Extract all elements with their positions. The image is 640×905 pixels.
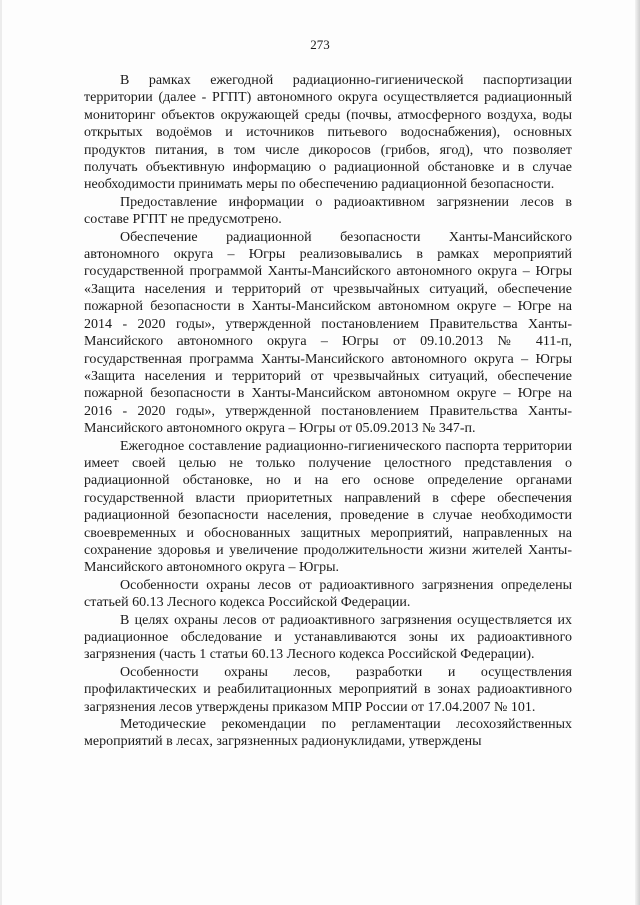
paragraph-mpr-order: Особенности охраны лесов, разработки и осуществления профилактических и реабилитационных мероприятий в зонах радиоактивного загрязнения лесов утверждены приказом МПР России от 17.04.2007 № 101. [84, 664, 572, 715]
document-body [84, 72, 572, 751]
paragraph-forest-protection: Особенности охраны лесов от радиоактивного загрязнения определены статьей 60.13 Лесного кодекса Российской Федерации. [84, 577, 572, 611]
paragraph-radiation-survey: В целях охраны лесов от радиоактивного загрязнения осуществляется их радиационное обследование и устанавливаются зоны их радиоактивного загрязнения (часть 1 статьи 60.13 Лесного кодекса Российской Федерации). [84, 612, 572, 663]
scan-edge-left [0, 0, 2, 905]
scan-edge-right [635, 0, 640, 905]
paragraph-rgpt-monitoring: В рамках ежегодной радиационно-гигиенической паспортизации территории (далее - РГПТ) автономного округа осуществляется радиационный мониторинг объектов окружающей среды (почвы, атмосферного воздуха, воды открытых водоёмов и источников питьевого водоснабжения), основных продуктов питания, в том числе дикоросов (грибов, ягод), что позволяет получать объективную информацию о радиационной обстановке и в случае необходимости принимать меры по обеспечению радиационной безопасности. [84, 73, 572, 193]
paragraph-state-program: Обеспечение радиационной безопасности Ханты-Мансийского автономного округа – Югры реализовывались в рамках мероприятий государственной программой Ханты-Мансийского автономного округа – Югры «Защита населения и территорий от чрезвычайных ситуаций, обеспечение пожарной безопасности в Ханты-Мансийском автономном округе – Югре на 2014 - 2020 годы», утвержденной постановлением Правительства Ханты-Мансийского автономного округа – Югры от 09.10.2013 № 411-п, государственная программа Ханты-Мансийского автономного округа – Югры «Защита населения и территорий от чрезвычайных ситуаций, обеспечение пожарной безопасности в Ханты-Мансийском автономном округе – Югре на 2016 - 2020 годы», утвержденной постановлением Правительства Ханты-Мансийского автономного округа – Югры от 05.09.2013 № 347-п. [84, 229, 572, 437]
paragraph-method-recommendations: Методические рекомендации по регламентации лесохозяйственных мероприятий в лесах, загрязненных радионуклидами, утверждены [84, 717, 572, 750]
paragraph-annual-passport: Ежегодное составление радиационно-гигиенического паспорта территории имеет своей целью не только получение целостного представления о радиационной обстановке, но и на его основе определение органами государственной власти приоритетных направлений в сфере обеспечения радиационной безопасности населения, проведение в случае необходимости своевременных и обоснованных защитных мероприятий, направленных на сохранение здоровья и увеличение продолжительности жизни жителей Ханты-Мансийского автономного округа – Югры. [84, 438, 572, 576]
paragraph-forest-info: Предоставление информации о радиоактивном загрязнении лесов в составе РГПТ не предусмотрено. [84, 194, 572, 228]
page-number: 273 [310, 37, 330, 52]
